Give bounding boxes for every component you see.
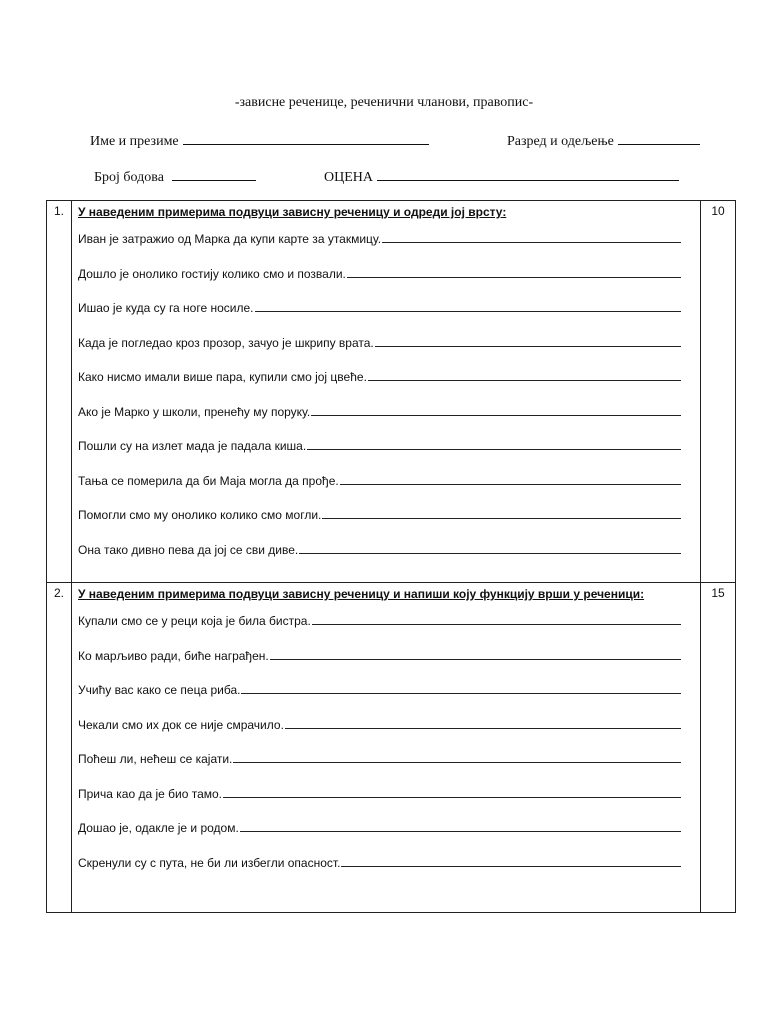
answer-blank[interactable] (270, 648, 681, 660)
exercise-sentence (78, 811, 694, 846)
exercise-sentence (78, 498, 694, 533)
sentence-text: Ко марљиво ради, биће награђен. (78, 648, 269, 663)
exercise-sentence (78, 533, 694, 568)
answer-blank[interactable] (322, 507, 681, 519)
answer-blank[interactable] (240, 820, 681, 832)
exam-table (46, 200, 736, 913)
task-number: 1. (47, 201, 72, 583)
answer-blank[interactable] (241, 682, 681, 694)
grade-blank[interactable] (377, 166, 679, 181)
exercise-sentence (78, 222, 694, 257)
answer-blank[interactable] (285, 717, 681, 729)
task-number: 2. (47, 583, 72, 913)
grade-field[interactable] (324, 166, 679, 186)
grade-label: ОЦЕНА (324, 170, 373, 185)
answer-blank[interactable] (347, 266, 681, 278)
name-field[interactable] (90, 130, 429, 150)
exercise-sentence (78, 395, 694, 430)
answer-blank[interactable] (255, 300, 681, 312)
answer-blank[interactable] (223, 786, 681, 798)
sentence-text: Иван је затражио од Марка да купи карте за утакмицу. (78, 232, 382, 246)
task-items (78, 222, 694, 567)
points-label: Број бодова (94, 170, 164, 185)
exercise-sentence (78, 639, 694, 674)
sentence-text: Купали смо се у реци која је била бистра. (78, 614, 311, 628)
exercise-sentence (78, 846, 694, 881)
answer-blank[interactable] (312, 613, 681, 625)
sentence-text: Чекали смо их док се није смрачило. (78, 717, 284, 732)
answer-blank[interactable] (382, 231, 681, 243)
sentence-text: Она тако дивно пева да јој се сви диве. (78, 542, 299, 557)
sentence-text: Дошао је, одакле је и родом. (78, 821, 239, 835)
sentence-text: Како нисмо имали више пара, купили смо јој цвеће. (78, 370, 367, 384)
exercise-sentence (78, 742, 694, 777)
class-blank[interactable] (618, 130, 700, 145)
sentence-text: Ишао је куда су га ноге носиле. (78, 301, 254, 315)
answer-blank[interactable] (375, 335, 681, 347)
answer-blank[interactable] (368, 369, 681, 381)
worksheet-subtitle: -зависне реченице, реченични чланови, правопис- (234, 95, 534, 110)
sentence-text: Дошло је онолико гостију колико смо и позвали. (78, 266, 346, 281)
answer-blank[interactable] (299, 542, 681, 554)
exercise-sentence (78, 708, 694, 743)
exercise-sentence (78, 464, 694, 499)
task-body (72, 583, 701, 913)
points-field[interactable] (94, 166, 256, 186)
task-title: У наведеним примерима подвуци зависну реченицу и напиши коју функцију врши у реченици: (78, 587, 645, 601)
exercise-sentence (78, 604, 694, 639)
sentence-text: Тања се померила да би Маја могла да прође. (78, 473, 339, 488)
answer-blank[interactable] (233, 751, 681, 763)
sentence-text: Скренули су с пута, не би ли избегли опасност. (78, 855, 341, 870)
exercise-sentence (78, 291, 694, 326)
task-body (72, 201, 701, 583)
class-label: Разред и одељење (507, 134, 614, 149)
exercise-sentence (78, 326, 694, 361)
name-blank[interactable] (183, 130, 429, 145)
sentence-text: Поћеш ли, нећеш се кајати. (78, 752, 233, 766)
sentence-text: Пошли су на излет мада је падала киша. (78, 439, 307, 453)
exercise-sentence (78, 777, 694, 812)
task-points: 15 (701, 583, 736, 913)
task-points: 10 (701, 201, 736, 583)
task-title: У наведеним примерима подвуци зависну реченицу и одреди јој врсту: (78, 205, 507, 219)
answer-blank[interactable] (340, 473, 681, 485)
exercise-sentence (78, 360, 694, 395)
name-label: Име и презиме (90, 134, 179, 149)
task-items (78, 604, 694, 880)
exercise-sentence (78, 429, 694, 464)
sentence-text: Учићу вас како се пеца риба. (78, 683, 241, 697)
answer-blank[interactable] (307, 438, 681, 450)
points-blank[interactable] (172, 166, 256, 181)
task-row (47, 201, 736, 583)
answer-blank[interactable] (311, 404, 681, 416)
sentence-text: Ако је Марко у школи, пренећу му поруку. (78, 404, 311, 419)
sentence-text: Када је погледао кроз прозор, зачуо је шкрипу врата. (78, 335, 374, 350)
answer-blank[interactable] (341, 855, 681, 867)
exercise-sentence (78, 673, 694, 708)
sentence-text: Прича као да је био тамо. (78, 786, 223, 801)
task-row (47, 583, 736, 913)
class-field[interactable] (507, 130, 700, 150)
exercise-sentence (78, 257, 694, 292)
sentence-text: Помогли смо му онолико колико смо могли. (78, 508, 322, 522)
